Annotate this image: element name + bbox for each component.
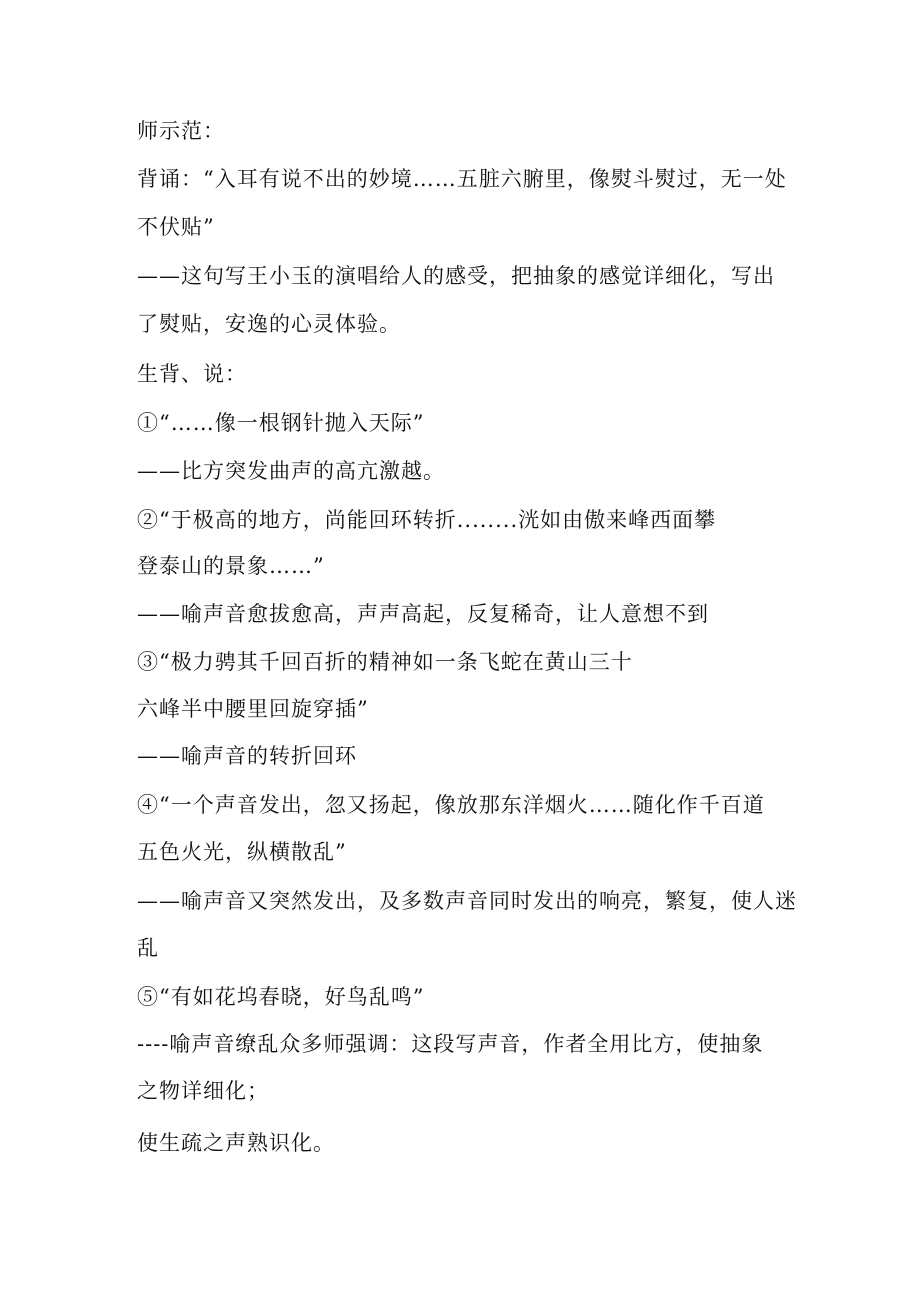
text-line: 登泰山的景象……” xyxy=(137,554,325,578)
text-line: 不伏贴” xyxy=(137,215,215,239)
text-line: ——喻声音又突然发出，及多数声音同时发出的响亮，繁复，使人迷 xyxy=(137,889,797,913)
text-line: 师示范： xyxy=(137,119,225,143)
text-line: ——比方突发曲声的高亢激越。 xyxy=(137,459,445,483)
text-line: ——喻声音愈拔愈高，声声高起，反复稀奇，让人意想不到 xyxy=(137,602,709,626)
text-line: ——这句写王小玉的演唱给人的感受，把抽象的感觉详细化，写出 xyxy=(137,264,775,288)
text-line: 乱 xyxy=(137,936,159,960)
text-line: 了熨贴，安逸的心灵体验。 xyxy=(137,312,401,336)
text-line: ④“一个声音发出，忽又扬起，像放那东洋烟火……随化作千百道 xyxy=(137,793,765,817)
text-line: ----喻声音缭乱众多师强调：这段写声音，作者全用比方，使抽象 xyxy=(137,1032,764,1056)
text-line: 六峰半中腰里回旋穿插” xyxy=(137,697,369,721)
text-line: 背诵：“入耳有说不出的妙境……五脏六腑里，像熨斗熨过，无一处 xyxy=(137,167,787,191)
text-line: 使生疏之声熟识化。 xyxy=(137,1131,335,1155)
text-line: ②“于极高的地方，尚能回环转折........洸如由傲来峰西面攀 xyxy=(137,508,717,532)
text-line: 生背、说： xyxy=(137,362,247,386)
text-line: ⑤“有如花坞春晓，好鸟乱鸣” xyxy=(137,985,425,1009)
text-line: ①“……像一根钢针抛入天际” xyxy=(137,411,425,435)
text-line: 之物详细化； xyxy=(137,1079,269,1103)
text-line: ③“极力骋其千回百折的精神如一条飞蛇在黄山三十 xyxy=(137,650,633,674)
text-line: ——喻声音的转折回环 xyxy=(137,744,357,768)
text-line: 五色火光，纵横散乱” xyxy=(137,840,347,864)
